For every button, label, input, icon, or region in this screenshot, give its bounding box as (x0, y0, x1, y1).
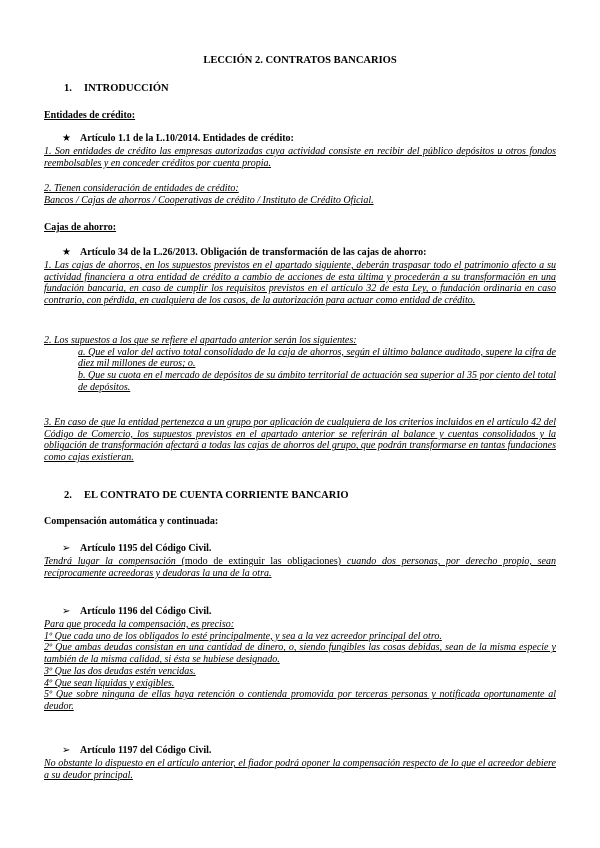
article-1195-text (44, 556, 556, 579)
section-label: EL CONTRATO DE CUENTA CORRIENTE BANCARIO (84, 490, 349, 501)
list-item: 1º Que cada uno de los obligados lo esté principalmente, y sea a la vez acreedor principal del otro. (44, 630, 442, 642)
arrow-bullet-icon: ➢ (62, 543, 71, 554)
section-label: INTRODUCCIÓN (84, 83, 169, 94)
cajas-paragraph-2 (44, 335, 556, 394)
article-heading (44, 606, 574, 618)
article-title: Artículo 34 de la L.26/2013. Obligación de transformación de las cajas de ahorro: (80, 247, 427, 258)
paragraph: 1. Las cajas de ahorros, en los supuestos previstos en el apartado siguiente, deberán traspasar todo el patrimonio afecto a su actividad financiera a otra entidad de crédito a cambio de acciones de esta última y procederán a su transformación en una fundación bancaria, en caso de cumplir los requisitos previstos en el artículo 32 de esta Ley, o fundación ordinaria en caso contrario, con pérdida, en cualquiera de los casos, de la autorización para actuar como entidad de crédito. (44, 260, 556, 307)
paragraph (44, 556, 556, 579)
article-1197-text (44, 758, 556, 781)
paragraph: 2. Tienen consideración de entidades de crédito: (44, 183, 239, 194)
cajas-paragraph-3 (44, 417, 556, 464)
article-title: Artículo 1196 del Código Civil. (80, 606, 212, 617)
arrow-bullet-icon: ➢ (62, 745, 71, 756)
list-item: Para que proceda la compensación, es preciso: (44, 619, 235, 630)
list-item: 4º Que sean líquidas y exigibles. (44, 677, 175, 689)
cajas-heading: Cajas de ahorro: (44, 222, 117, 233)
article-1196-text (44, 619, 556, 713)
entidades-heading: Entidades de crédito: (44, 110, 136, 121)
star-bullet-icon: ★ (62, 133, 71, 144)
list-item: 2º Que ambas deudas consistan en una cantidad de dinero, o, siendo fungibles las cosas debidas, sean de la misma especie y también de la misma calidad, si ésta se hubiese designado. (44, 642, 556, 666)
arrow-bullet-icon: ➢ (62, 606, 71, 617)
article-title: Artículo 1.1 de la L.10/2014. Entidades de crédito: (80, 133, 294, 144)
paragraph: 2. Los supuestos a los que se refiere el apartado anterior serán los siguientes: (44, 335, 357, 346)
paragraph: 1. Son entidades de crédito las empresas autorizadas cuya actividad consiste en recibir del público depósitos u otros fondos reembolsables y en conceder créditos por cuenta propia. (44, 146, 556, 169)
article-heading (44, 247, 574, 259)
compensacion-heading: Compensación automática y continuada: (44, 516, 219, 527)
section-2-heading (44, 490, 556, 502)
paragraph: Bancos / Cajas de ahorros / Cooperativas de crédito / Instituto de Crédito Oficial. (44, 194, 374, 206)
text-run: cuando dos personas, por derecho propio, sean recíprocamente acreedoras y deudoras la una de la otra. (44, 556, 556, 579)
paragraph: b. Que su cuota en el mercado de depósitos de su ámbito territorial de actuación sea superior al 35 por ciento del total de depósitos. (78, 370, 556, 393)
paragraph: 3. En caso de que la entidad pertenezca a un grupo por aplicación de cualquiera de los criterios incluidos en el artículo 42 del Código de Comercio, los supuestos previstos en el apartado anterior se referirán al balance y cuentas consolidados y la obligación de transformación afectará a todas las cajas de ahorros del grupo, que podrán transformarse en tantas fundaciones como cajas existieran. (44, 417, 556, 464)
article-heading (44, 543, 574, 555)
section-number: 2. (64, 490, 72, 501)
article-heading (44, 133, 574, 145)
star-bullet-icon: ★ (62, 247, 71, 258)
paragraph: a. Que el valor del activo total consolidado de la caja de ahorros, según el último balance auditado, supere la cifra de diez mil millones de euros; o. (78, 346, 556, 370)
section-1-heading (44, 83, 556, 95)
article-title: Artículo 1195 del Código Civil. (80, 543, 212, 554)
text-run: (modo de extinguir las obligaciones) (175, 556, 347, 567)
section-number: 1. (64, 83, 72, 94)
paragraph: No obstante lo dispuesto en el artículo anterior, el fiador podrá oponer la compensación respecto de lo que el acreedor debiere a su deudor principal. (44, 758, 556, 781)
cajas-paragraph-1 (44, 260, 556, 307)
entidades-paragraph-1 (44, 146, 556, 169)
list-item: 3º Que las dos deudas estén vencidas. (44, 665, 196, 677)
article-title: Artículo 1197 del Código Civil. (80, 745, 212, 756)
entidades-paragraph-2 (44, 183, 556, 206)
text-run: Tendrá lugar la compensación (44, 556, 176, 567)
list-item: 5º Que sobre ninguna de ellas haya retención o contienda promovida por terceras personas y notificada oportunamente al deudor. (44, 689, 556, 712)
page-title: LECCIÓN 2. CONTRATOS BANCARIOS (203, 55, 397, 66)
article-heading (44, 745, 574, 757)
